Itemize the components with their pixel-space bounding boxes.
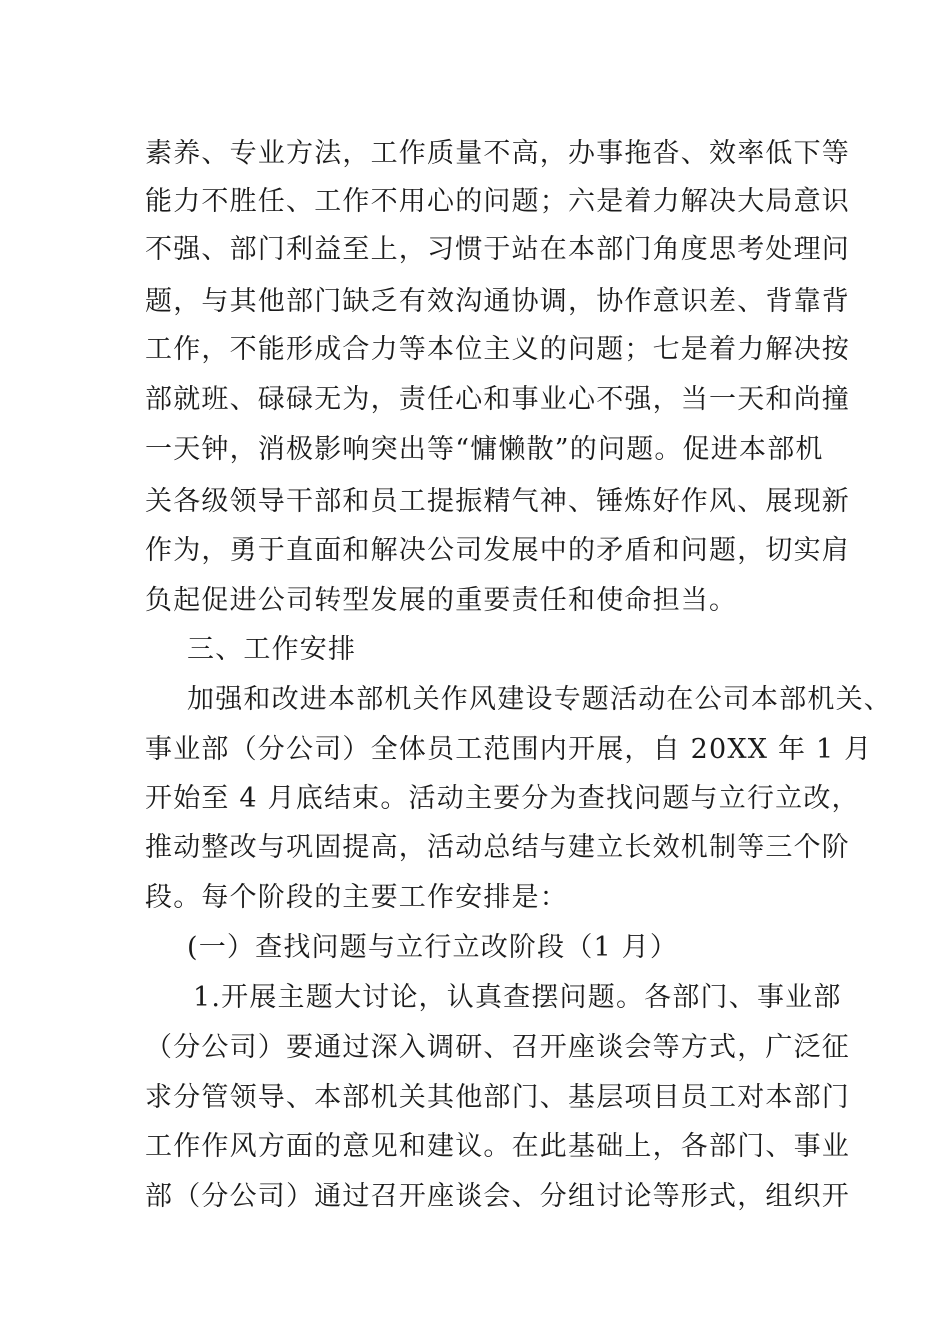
section-heading: 三、工作安排 (187, 634, 357, 665)
body-text-line: 工作，不能形成合力等本位主义的问题；七是着力解决按 (145, 334, 850, 365)
body-text-line: 工作作风方面的意见和建议。在此基础上，各部门、事业 (145, 1131, 850, 1162)
body-text-line: 一天钟，消极影响突出等“慵懒散”的问题。促进本部机 (145, 434, 824, 465)
body-text-line: 素养、专业方法，工作质量不高，办事拖沓、效率低下等 (145, 138, 850, 169)
body-text-line: 部（分公司）通过召开座谈会、分组讨论等形式，组织开 (145, 1181, 850, 1212)
body-text-line: 负起促进公司转型发展的重要责任和使命担当。 (145, 585, 738, 616)
body-text-line: 关各级领导干部和员工提振精气神、锤炼好作风、展现新 (145, 486, 850, 517)
body-text-line: 题，与其他部门缺乏有效沟通协调，协作意识差、背靠背 (145, 286, 850, 317)
body-text-line: 推动整改与巩固提高，活动总结与建立长效机制等三个阶 (145, 832, 850, 863)
body-text-line: 能力不胜任、工作不用心的问题；六是着力解决大局意识 (145, 186, 850, 217)
body-text-line: 作为，勇于直面和解决公司发展中的矛盾和问题，切实肩 (145, 535, 850, 566)
body-text-line: 求分管领导、本部机关其他部门、基层项目员工对本部门 (145, 1082, 850, 1113)
body-text-line: 部就班、碌碌无为，责任心和事业心不强，当一天和尚撞 (145, 384, 850, 415)
body-text-line: 不强、部门利益至上，习惯于站在本部门角度思考处理问 (145, 234, 850, 265)
body-text-line: 事业部（分公司）全体员工范围内开展，自 20XX 年 1 月 (145, 734, 873, 765)
body-text-line: （分公司）要通过深入调研、召开座谈会等方式，广泛征 (145, 1032, 850, 1063)
numbered-item-line: 1.开展主题大讨论，认真查摆问题。各部门、事业部 (193, 982, 842, 1013)
body-text-line: 加强和改进本部机关作风建设专题活动在公司本部机关、 (187, 684, 892, 715)
body-text-line: 段。每个阶段的主要工作安排是： (145, 882, 568, 913)
body-text-line: 开始至 4 月底结束。活动主要分为查找问题与立行立改， (145, 783, 860, 814)
subsection-heading: (一）查找问题与立行立改阶段（1 月） (187, 932, 679, 963)
